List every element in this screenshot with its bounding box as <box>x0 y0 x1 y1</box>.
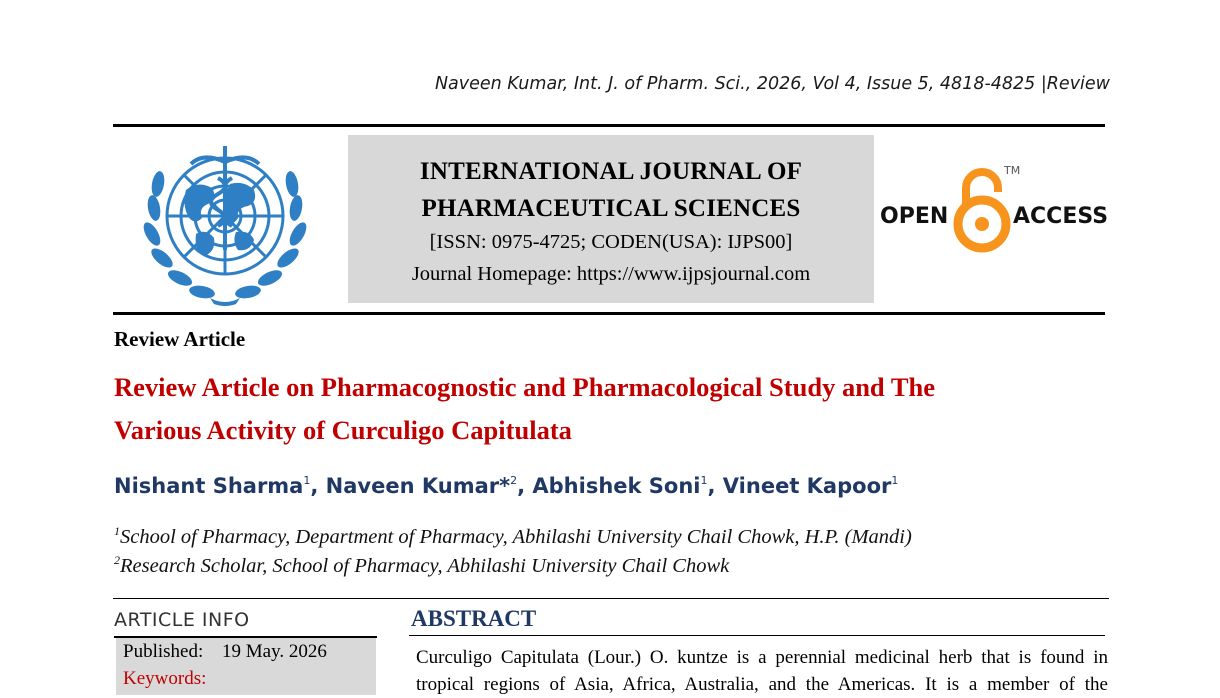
affiliation-1 <box>114 524 912 549</box>
author-separator: , <box>707 474 723 498</box>
affiliation-mark: 1 <box>114 524 120 538</box>
journal-banner <box>348 135 874 303</box>
author-affiliation-mark: 1 <box>700 474 708 487</box>
section-divider <box>113 598 1109 599</box>
open-lock-icon <box>958 172 1006 248</box>
trademark-symbol: TM <box>1004 166 1021 177</box>
journal-issn: [ISSN: 0975-4725; CODEN(USA): IJPS00] <box>429 231 793 253</box>
author-name: Naveen Kumar* <box>325 474 511 498</box>
author-name: Nishant Sharma <box>114 474 304 498</box>
journal-homepage-link[interactable]: Journal Homepage: https://www.ijpsjournal.com <box>411 263 811 285</box>
affiliation-mark: 2 <box>114 553 120 567</box>
author-name: Abhishek Soni <box>532 474 701 498</box>
affiliation-2 <box>114 553 729 578</box>
published-date: 19 May. 2026 <box>222 641 327 662</box>
author-affiliation-mark: 2 <box>510 474 518 487</box>
open-access-word-open: OPEN <box>880 204 949 229</box>
open-access-logo <box>880 166 1110 256</box>
open-access-word-access: ACCESS <box>1013 204 1109 229</box>
journal-name <box>348 153 874 227</box>
article-title-line1: Review Article on Pharmacognostic and Pharmacological Study and The <box>114 372 935 402</box>
article-info-box <box>116 638 376 695</box>
published-label: Published: <box>123 641 204 662</box>
keywords-label: Keywords: <box>123 668 207 689</box>
abstract-line: Curculigo Capitulata (Lour.) O. kuntze is a perennial medicinal herb that is found in <box>416 647 1108 668</box>
header-bottom-rule <box>113 312 1105 315</box>
author-affiliation-mark: 1 <box>303 474 311 487</box>
article-type-label: Review Article <box>114 327 246 351</box>
author-affiliation-mark: 1 <box>891 474 899 487</box>
abstract-rule <box>409 635 1105 636</box>
article-title-line2: Various Activity of Curculigo Capitulata <box>114 415 572 445</box>
affiliation-text: School of Pharmacy, Department of Pharmacy, Abhilashi University Chail Chowk, H.P. (Mandi) <box>120 526 912 548</box>
author-list <box>114 474 898 498</box>
affiliation-text: Research Scholar, School of Pharmacy, Abhilashi University Chail Chowk <box>120 555 730 577</box>
author-separator: , <box>310 474 326 498</box>
journal-name-line1: INTERNATIONAL JOURNAL OF <box>419 158 803 185</box>
abstract-body <box>416 644 1108 698</box>
journal-name-line2: PHARMACEUTICAL SCIENCES <box>421 195 801 222</box>
abstract-line: tropical regions of Asia, Africa, Australia, and the Americas. It is a member of the <box>416 674 1108 695</box>
abstract-heading: ABSTRACT <box>411 606 537 631</box>
author-name: Vineet Kapoor <box>722 474 892 498</box>
journal-emblem-logo <box>126 138 324 308</box>
article-title <box>114 366 1114 452</box>
citation-header: Naveen Kumar, Int. J. of Pharm. Sci., 2026, Vol 4, Issue 5, 4818-4825 |Review <box>434 74 1110 94</box>
author-separator: , <box>517 474 533 498</box>
article-info-heading: ARTICLE INFO <box>114 609 250 631</box>
header-top-rule <box>113 124 1105 127</box>
